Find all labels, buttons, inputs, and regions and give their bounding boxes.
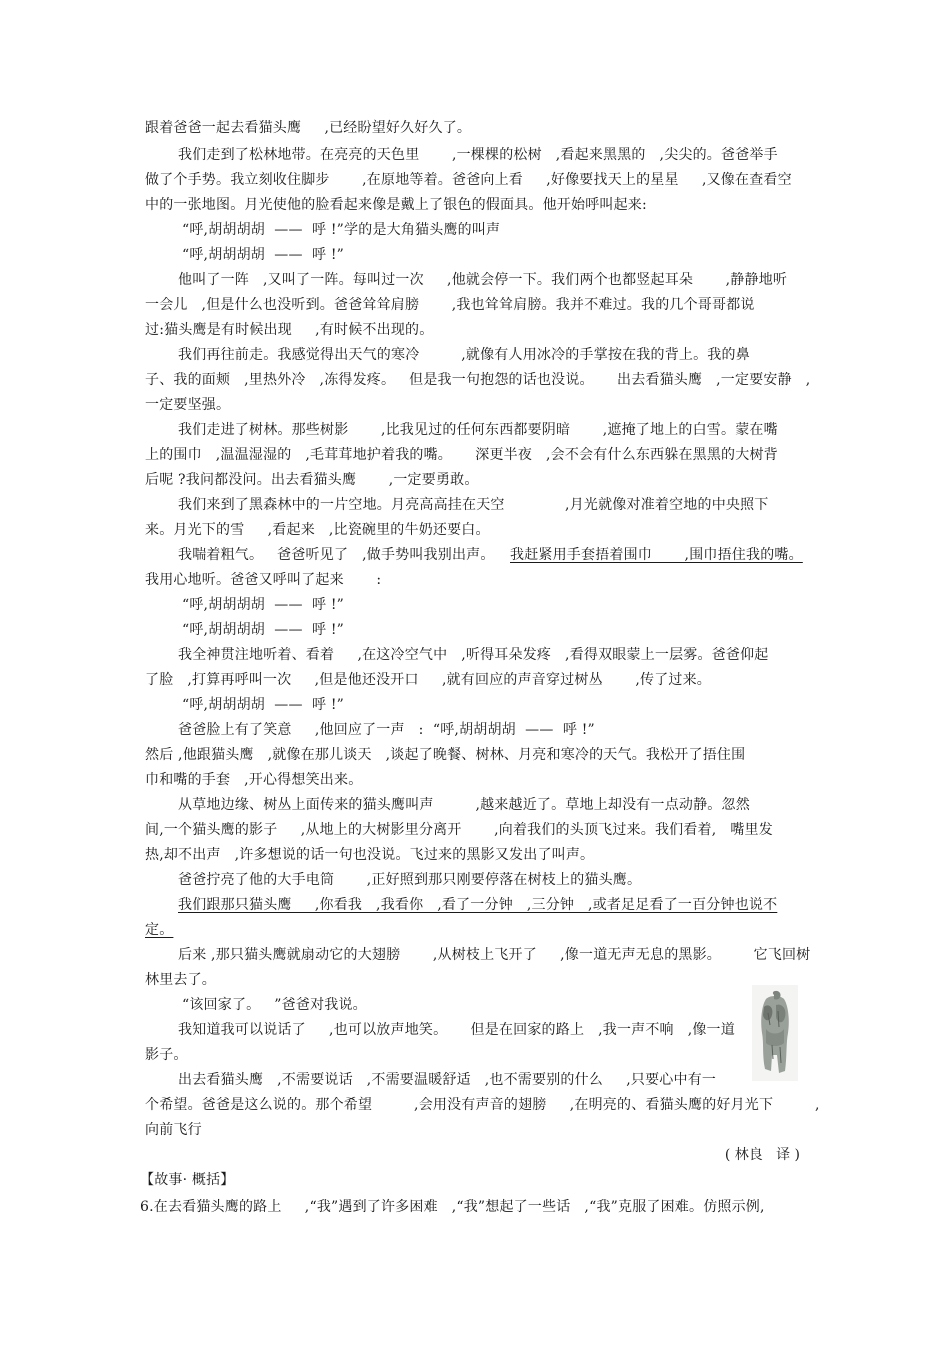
text-line: 过:猫头鹰是有时候出现 ,有时候不出现的。 (145, 322, 434, 338)
text-line: 影子。 (145, 1047, 188, 1063)
underlined-sentence: 定。 (145, 922, 174, 938)
section-title: 【故事· 概括】 (140, 1172, 235, 1188)
text-line: 我喘着粗气。 爸爸听见了 ,做手势叫我别出声。 (178, 547, 495, 563)
text-line: 爸爸脸上有了笑意 ,他回应了一声 : “呼,胡胡胡胡 —— 呼 !” (178, 722, 595, 738)
text-line: 我们来到了黑森林中的一片空地。月亮高高挂在天空 ,月光就像对准着空地的中央照下 (178, 497, 769, 513)
text-line: 从草地边缘、树丛上面传来的猫头鹰叫声 ,越来越近了。草地上却没有一点动静。忽然 (178, 797, 750, 813)
text-line: 爸爸拧亮了他的大手电筒 ,正好照到那只刚要停落在树枝上的猫头鹰。 (178, 872, 642, 888)
text-line: 后呢 ?我问都没问。出去看猫头鹰 ,一定要勇敢。 (145, 472, 479, 488)
text-line: 巾和嘴的手套 ,开心得想笑出来。 (145, 772, 363, 788)
text-line: 我知道我可以说话了 ,也可以放声地笑。 但是在回家的路上 ,我一声不响 ,像一道 (178, 1022, 735, 1038)
text-line: “呼,胡胡胡胡 —— 呼 !” (182, 622, 345, 638)
question-text: 6.在去看猫头鹰的路上 ,“我”遇到了许多困难 ,“我”想起了一些话 ,“我”克服了困难。仿照示例, (140, 1199, 765, 1215)
text-line: 一定要坚强。 (145, 397, 231, 413)
text-line: 出去看猫头鹰 ,不需要说话 ,不需要温暖舒适 ,也不需要别的什么 ,只要心中有一 (178, 1072, 717, 1088)
text-line: 我用心地听。爸爸又呼叫了起来 : (145, 572, 382, 588)
text-line: 了脸 ,打算再呼叫一次 ,但是他还没开口 ,就有回应的声音穿过树丛 ,传了过来。 (145, 672, 712, 688)
text-line: “呼,胡胡胡胡 —— 呼 !” (182, 247, 345, 263)
attribution: ( 林良 译 ) (724, 1147, 800, 1163)
text-line: 我们走进了树林。那些树影 ,比我见过的任何东西都要阴暗 ,遮掩了地上的白雪。蒙在嘴 (178, 422, 778, 438)
text-line: 我们再往前走。我感觉得出天气的寒冷 ,就像有人用冰冷的手掌按在我的背上。我的鼻 (178, 347, 750, 363)
text-line: 林里去了。 (145, 972, 216, 988)
text-line: 热,却不出声 ,许多想说的话一句也没说。飞过来的黑影又发出了叫声。 (145, 847, 595, 863)
text-line: 跟着爸爸一起去看猫头鹰 ,已经盼望好久好久了。 (145, 120, 472, 136)
text-line: 中的一张地图。月光使他的脸看起来像是戴上了银色的假面具。他开始呼叫起来: (145, 197, 647, 213)
text-line: 我们走到了松林地带。在亮亮的天色里 ,一棵棵的松树 ,看起来黑黑的 ,尖尖的。爸爸举手 (178, 147, 778, 163)
text-line: 子、我的面颊 ,里热外冷 ,冻得发疼。 但是我一句抱怨的话也没说。 出去看猫头鹰 ,一定要安静 , (145, 372, 811, 388)
text-line: 来。月光下的雪 ,看起来 ,比瓷碗里的牛奶还要白。 (145, 522, 490, 538)
text-line: 上的围巾 ,温温湿湿的 ,毛茸茸地护着我的嘴。 深更半夜 ,会不会有什么东西躲在黑黑的大树背 (145, 447, 778, 463)
underlined-sentence: 我赶紧用手套捂着围巾 ,围巾捂住我的嘴。 (510, 547, 803, 563)
owl-and-child-illustration (752, 985, 798, 1081)
text-line: 个希望。爸爸是这么说的。那个希望 ,会用没有声音的翅膀 ,在明亮的、看猫头鹰的好月光下 , (145, 1097, 820, 1113)
text-line: 我全神贯注地听着、看着 ,在这冷空气中 ,听得耳朵发疼 ,看得双眼蒙上一层雾。爸爸仰起 (178, 647, 769, 663)
text-line: 一会儿 ,但是什么也没听到。爸爸耸耸肩膀 ,我也耸耸肩膀。我并不难过。我的几个哥哥都说 (145, 297, 755, 313)
text-line: 然后 ,他跟猫头鹰 ,就像在那儿谈天 ,谈起了晚餐、树林、月亮和寒冷的天气。我松开了捂住围 (145, 747, 746, 763)
text-line: “呼,胡胡胡胡 —— 呼 !”学的是大角猫头鹰的叫声 (182, 222, 501, 238)
text-line: “呼,胡胡胡胡 —— 呼 !” (182, 697, 345, 713)
text-line: 后来 ,那只猫头鹰就扇动它的大翅膀 ,从树枝上飞开了 ,像一道无声无息的黑影。 它飞回树 (178, 947, 811, 963)
text-line: 他叫了一阵 ,又叫了一阵。每叫过一次 ,他就会停一下。我们两个也都竖起耳朵 ,静静地听 (178, 272, 788, 288)
underlined-sentence: 我们跟那只猫头鹰 ,你看我 ,我看你 ,看了一分钟 ,三分钟 ,或者足足看了一百分钟也说不 (178, 897, 778, 913)
text-line: “呼,胡胡胡胡 —— 呼 !” (182, 597, 345, 613)
text-line: 做了个手势。我立刻收住脚步 ,在原地等着。爸爸向上看 ,好像要找天上的星星 ,又像在查看空 (145, 172, 792, 188)
text-line: 间,一个猫头鹰的影子 ,从地上的大树影里分离开 ,向着我们的头顶飞过来。我们看着, 嘴里发 (145, 822, 773, 838)
text-line: “该回家了。 ”爸爸对我说。 (182, 997, 367, 1013)
text-line: 向前飞行 (145, 1122, 202, 1138)
